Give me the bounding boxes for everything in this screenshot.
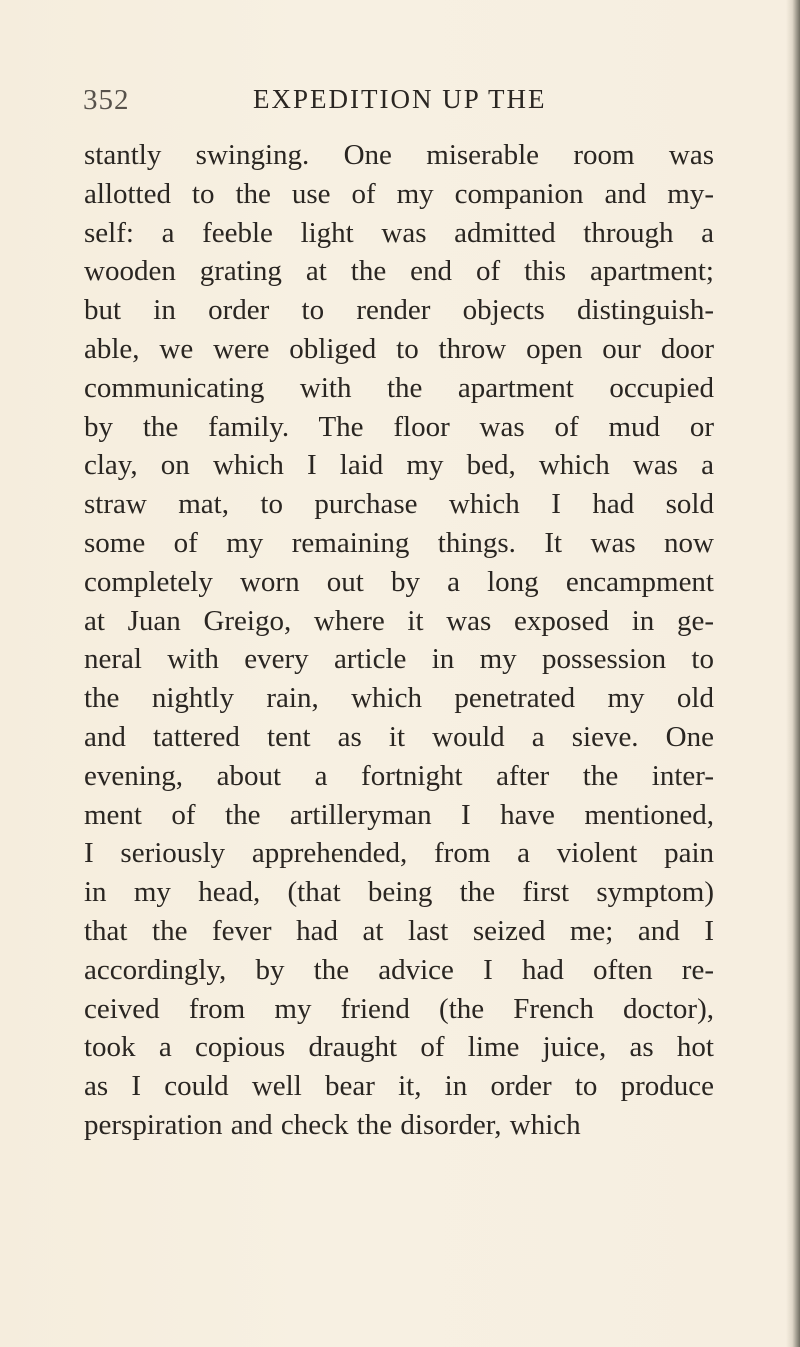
text-line: I seriously apprehended, from a violent pain — [84, 837, 714, 870]
text-line: the nightly rain, which penetrated my old — [84, 682, 714, 715]
text-line: by the family. The floor was of mud or — [84, 410, 714, 443]
text-line: ment of the artilleryman I have mentioned, — [84, 798, 714, 831]
text-line: evening, about a fortnight after the inter- — [84, 759, 714, 792]
body-text — [84, 136, 714, 1145]
text-line: neral with every article in my possession to — [84, 643, 714, 676]
text-line: ceived from my friend (the French doctor), — [84, 992, 714, 1025]
text-line: as I could well bear it, in order to produce — [84, 1070, 714, 1103]
text-line: in my head, (that being the first symptom) — [84, 876, 714, 909]
text-line: straw mat, to purchase which I had sold — [84, 488, 714, 521]
page-header — [83, 84, 733, 124]
text-line: communicating with the apartment occupied — [84, 371, 714, 404]
text-line: took a copious draught of lime juice, as hot — [84, 1031, 714, 1064]
text-line: at Juan Greigo, where it was exposed in ge- — [84, 604, 714, 637]
running-head: EXPEDITION UP THE — [253, 84, 547, 114]
text-line: perspiration and check the disorder, which — [84, 1108, 581, 1141]
page-edge-shadow — [786, 0, 800, 1347]
text-line: that the fever had at last seized me; and I — [84, 914, 714, 947]
text-line: some of my remaining things. It was now — [84, 526, 714, 559]
page-number: 352 — [83, 84, 130, 116]
text-line: stantly swinging. One miserable room was — [84, 139, 714, 171]
text-line: self: a feeble light was admitted through a — [84, 216, 714, 249]
text-line: completely worn out by a long encampment — [84, 565, 714, 598]
text-line: able, we were obliged to throw open our door — [84, 332, 714, 365]
text-line: clay, on which I laid my bed, which was a — [84, 449, 714, 482]
text-line: wooden grating at the end of this apartment; — [84, 255, 714, 288]
text-line: allotted to the use of my companion and my- — [84, 177, 714, 210]
text-line: accordingly, by the advice I had often re- — [84, 953, 714, 986]
text-line: but in order to render objects distinguish- — [84, 294, 714, 327]
text-line: and tattered tent as it would a sieve. One — [84, 720, 714, 753]
